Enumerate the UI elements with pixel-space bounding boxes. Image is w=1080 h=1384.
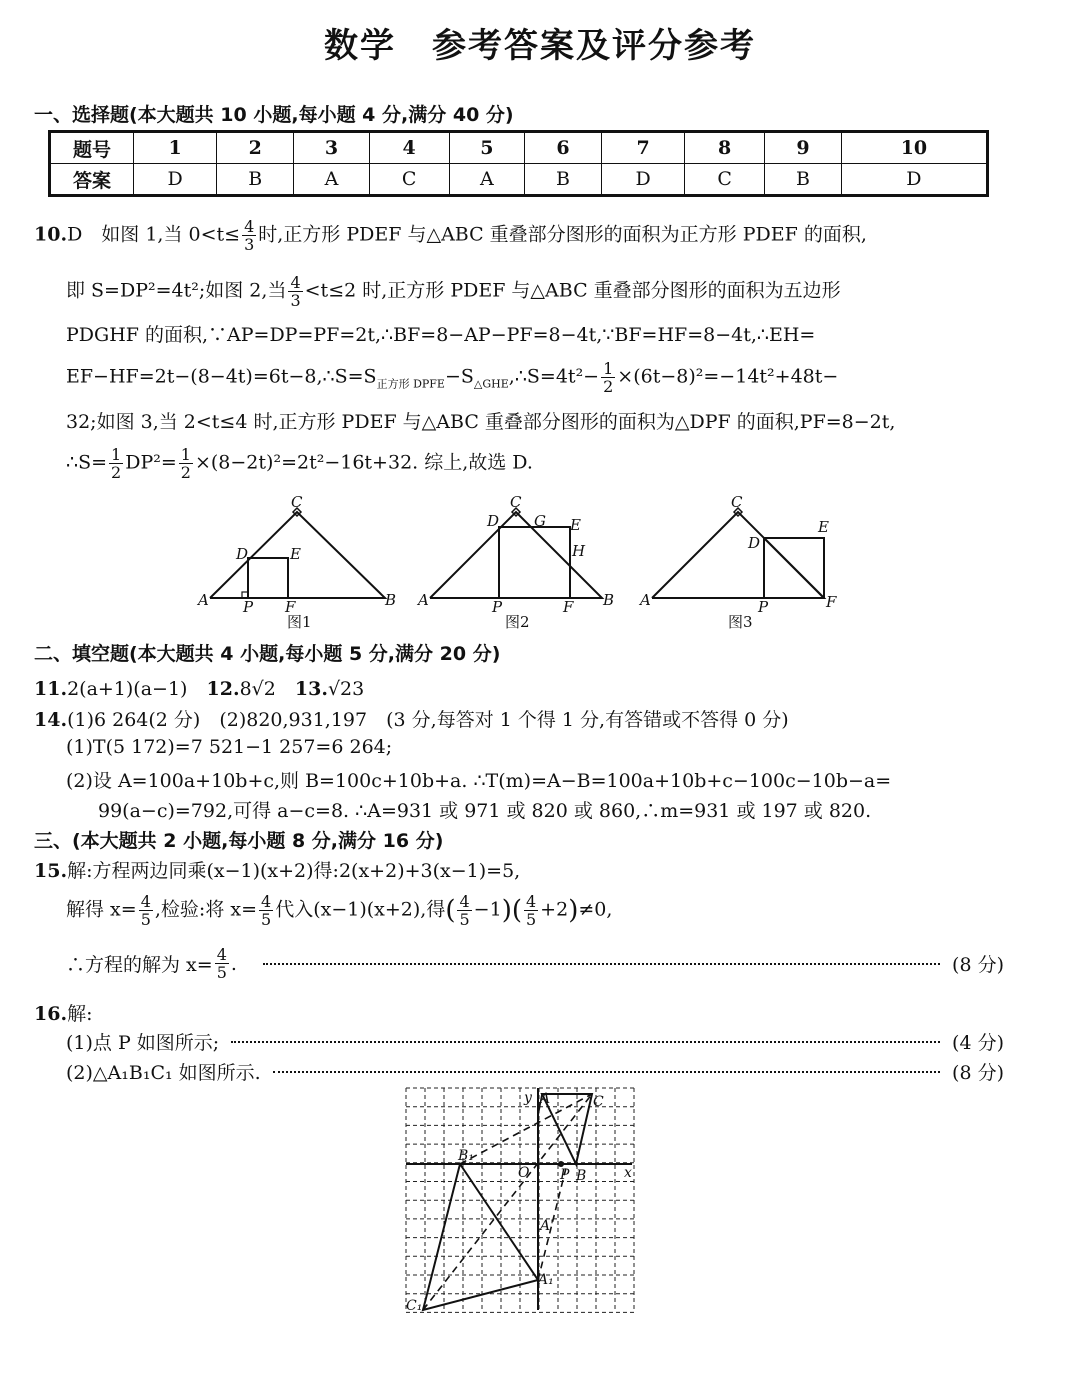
text-run: DP²= [125, 451, 177, 474]
fraction [215, 946, 229, 981]
dotted-leader [263, 963, 940, 965]
label-c1: C₁ [406, 1298, 423, 1314]
text-run: EF−HF=2t−(8−4t)=6t−8,∴S=S [66, 365, 377, 388]
label-b: B [576, 1168, 587, 1184]
fraction [601, 360, 615, 395]
answer-text: √23 [327, 678, 365, 700]
score-text: (4 分) [952, 1032, 1004, 1054]
table-cell: C [369, 164, 449, 196]
denominator: 3 [290, 291, 301, 310]
q15-line1 [34, 856, 520, 883]
label-c: C [510, 493, 522, 511]
text-run: . [230, 952, 237, 975]
label-f: F [285, 598, 296, 616]
label-a: A [418, 591, 429, 609]
q15-line2: 解得 x= $\frac{4}{5}$ ,检验:将 x= $\frac{4}{5}$ 代入(x−1)(x+2),得( $\frac{4}{5}$ −1)( $\frac{4}{5}$ +2)≠0, [66, 892, 613, 929]
text-run: −1 [473, 898, 502, 921]
numerator: 4 [261, 892, 272, 911]
table-cell: 6 [525, 132, 602, 164]
numerator: 4 [216, 945, 227, 964]
label-d: D [748, 534, 761, 552]
text-run: 解得 x= [66, 898, 137, 921]
numerator: 1 [603, 359, 614, 378]
fraction [179, 446, 193, 481]
figure-3-caption: 图3 [728, 613, 753, 631]
q10-line5: 32;如图 3,当 2<t≤4 时,正方形 PDEF 与△ABC 重叠部分图形的面积为△DPF 的面积,PF=8−2t, [66, 411, 896, 433]
label-e: E [570, 516, 581, 534]
answer-table [48, 130, 989, 197]
label-a1: A₁ [538, 1272, 554, 1288]
table-cell: 8 [685, 132, 765, 164]
denominator: 5 [459, 910, 470, 929]
question-number: 11. [34, 678, 68, 700]
fraction [524, 893, 538, 928]
label-p: P [758, 598, 769, 616]
label-c: C [593, 1094, 604, 1110]
text-run: D 如图 1,当 0<t≤ [67, 223, 241, 246]
table-cell: B [765, 164, 842, 196]
table-row-label: 题号 [50, 132, 134, 164]
table-cell: 2 [217, 132, 294, 164]
label-d: D [487, 512, 500, 530]
section-3-header: 三、(本大题共 2 小题,每小题 8 分,满分 16 分) [34, 830, 444, 852]
label-p: P [560, 1167, 570, 1183]
text-run: (1)6 264(2 分) (2)820,931,197 (3 分,每答对 1 个得 1 分,有答错或不答得 0 分) [67, 709, 789, 731]
dotted-leader [231, 1041, 940, 1043]
q10-line2 [66, 274, 841, 309]
label-a-prime: A' [540, 1218, 554, 1234]
q14-line4: 99(a−c)=792,可得 a−c=8. ∴A=931 或 971 或 820 或 860,∴m=931 或 197 或 820. [98, 800, 872, 822]
figure-3 [652, 508, 824, 598]
denominator: 2 [180, 463, 191, 482]
table-cell: 4 [369, 132, 449, 164]
text-run: ×(6t−8)²=−14t²+48t− [617, 365, 839, 388]
label-g: G [534, 512, 546, 530]
label-f: F [826, 593, 837, 611]
table-row [50, 132, 988, 164]
fraction [457, 893, 471, 928]
label-b1: B₁ [458, 1148, 474, 1164]
q14-line3: (2)设 A=100a+10b+c,则 B=100c+10b+a. ∴T(m)=A−B=100a+10b+c−100c−10b−a= [66, 770, 892, 792]
table-cell: D [134, 164, 217, 196]
table-cell: B [217, 164, 294, 196]
q16-line1 [66, 1028, 1004, 1055]
q16-grid-figure [400, 1084, 640, 1319]
fraction [288, 274, 302, 309]
denominator: 2 [111, 463, 122, 482]
label-p: P [492, 598, 503, 616]
text-run: +2 [540, 898, 569, 921]
score-text: (8 分) [952, 954, 1004, 976]
numerator: 4 [140, 892, 151, 911]
fraction [139, 893, 153, 928]
text-run: 解:方程两边同乘(x−1)(x+2)得:2(x+2)+3(x−1)=5, [67, 860, 521, 882]
label-d: D [236, 545, 249, 563]
q10-line6 [66, 446, 533, 481]
q11-13-line [34, 674, 364, 701]
table-cell: A [449, 164, 525, 196]
numerator: 1 [111, 445, 122, 464]
dotted-leader [273, 1071, 940, 1073]
label-f: F [563, 598, 574, 616]
label-a: A [198, 591, 209, 609]
q15-line3 [66, 946, 1004, 981]
denominator: 5 [525, 910, 537, 929]
table-cell: A [294, 164, 370, 196]
table-cell: B [525, 164, 602, 196]
dashed-lines [423, 1094, 592, 1310]
denominator: 5 [261, 910, 272, 929]
text-run: <t≤2 时,正方形 PDEF 与△ABC 重叠部分图形的面积为五边形 [304, 279, 841, 302]
figure-1-caption: 图1 [287, 613, 312, 631]
denominator: 5 [216, 963, 227, 982]
text-run: 即 S=DP²=4t²;如图 2,当 [66, 279, 287, 302]
table-cell: D [601, 164, 684, 196]
numerator: 4 [459, 892, 470, 911]
question-number: 16. [34, 1003, 68, 1025]
text-run: (1)点 P 如图所示; [66, 1032, 220, 1054]
grid [406, 1088, 634, 1312]
section-1-header: 一、选择题(本大题共 10 小题,每小题 4 分,满分 40 分) [34, 104, 514, 126]
label-e: E [818, 518, 829, 536]
subscript: △GHE [473, 377, 509, 391]
label-c: C [291, 493, 303, 511]
answer-text: 2(a+1)(a−1) [67, 678, 188, 700]
table-row [50, 164, 988, 196]
label-b: B [385, 591, 397, 609]
label-a: A [640, 591, 651, 609]
question-number: 12. [206, 678, 240, 700]
label-y: y [524, 1090, 532, 1106]
table-cell: C [685, 164, 765, 196]
table-cell: 10 [841, 132, 987, 164]
label-e: E [290, 545, 301, 563]
text-run: 代入(x−1)(x+2),得 [275, 898, 446, 921]
table-cell: D [841, 164, 987, 196]
text-run: ≠0, [578, 898, 613, 921]
label-p: P [243, 598, 254, 616]
grid-axes [406, 1088, 632, 1310]
question-number: 10. [34, 223, 68, 246]
q10-line1 [34, 218, 867, 253]
label-a: A [540, 1091, 551, 1107]
page-title: 数学 参考答案及评分参考 [324, 26, 756, 66]
text-run: −S [444, 365, 474, 388]
numerator: 4 [244, 217, 255, 236]
q10-figures [190, 490, 850, 635]
denominator: 5 [140, 910, 151, 929]
table-cell: 5 [449, 132, 525, 164]
numerator: 4 [290, 273, 301, 292]
label-x: x [624, 1165, 632, 1181]
table-row-label: 答案 [50, 164, 134, 196]
label-c: C [731, 493, 743, 511]
text-run: ∴方程的解为 x= [66, 954, 213, 976]
subscript: 正方形 DPFE [376, 377, 445, 391]
table-cell: 1 [134, 132, 217, 164]
score-text: (8 分) [952, 1062, 1004, 1084]
text-run: ,检验:将 x= [154, 898, 257, 921]
q16-line2 [66, 1058, 1004, 1085]
denominator: 2 [603, 377, 614, 396]
fraction [242, 218, 256, 253]
text-run: ∴S= [66, 451, 108, 474]
question-number: 15. [34, 860, 68, 882]
table-cell: 3 [294, 132, 370, 164]
section-2-header: 二、填空题(本大题共 4 小题,每小题 5 分,满分 20 分) [34, 643, 501, 665]
fraction [109, 446, 123, 481]
question-number: 13. [294, 678, 328, 700]
text-run: 解: [67, 1003, 93, 1025]
q14-line1 [34, 705, 789, 732]
fraction [259, 893, 273, 928]
label-o: O [518, 1165, 530, 1181]
label-h: H [572, 542, 586, 560]
answer-text: 8√2 [239, 678, 276, 700]
denominator: 3 [244, 235, 255, 254]
q10-line3: PDGHF 的面积,∵AP=DP=PF=2t,∴BF=8−AP−PF=8−4t,∵BF=HF=8−4t,∴EH= [66, 324, 816, 346]
text-run: (2)△A₁B₁C₁ 如图所示. [66, 1062, 261, 1084]
label-b: B [603, 591, 615, 609]
table-cell: 7 [601, 132, 684, 164]
numerator: 1 [180, 445, 191, 464]
table-cell: 9 [765, 132, 842, 164]
q10-line4 [66, 360, 838, 395]
figure-2-caption: 图2 [505, 613, 530, 631]
q14-line2: (1)T(5 172)=7 521−1 257=6 264; [66, 736, 393, 758]
q16-line0 [34, 999, 92, 1026]
text-run: ×(8−2t)²=2t²−16t+32. 综上,故选 D. [194, 451, 533, 474]
text-run: 时,正方形 PDEF 与△ABC 重叠部分图形的面积为正方形 PDEF 的面积, [258, 223, 867, 246]
question-number: 14. [34, 709, 68, 731]
text-run: ,∴S=4t²− [508, 365, 600, 388]
numerator: 4 [525, 892, 537, 911]
